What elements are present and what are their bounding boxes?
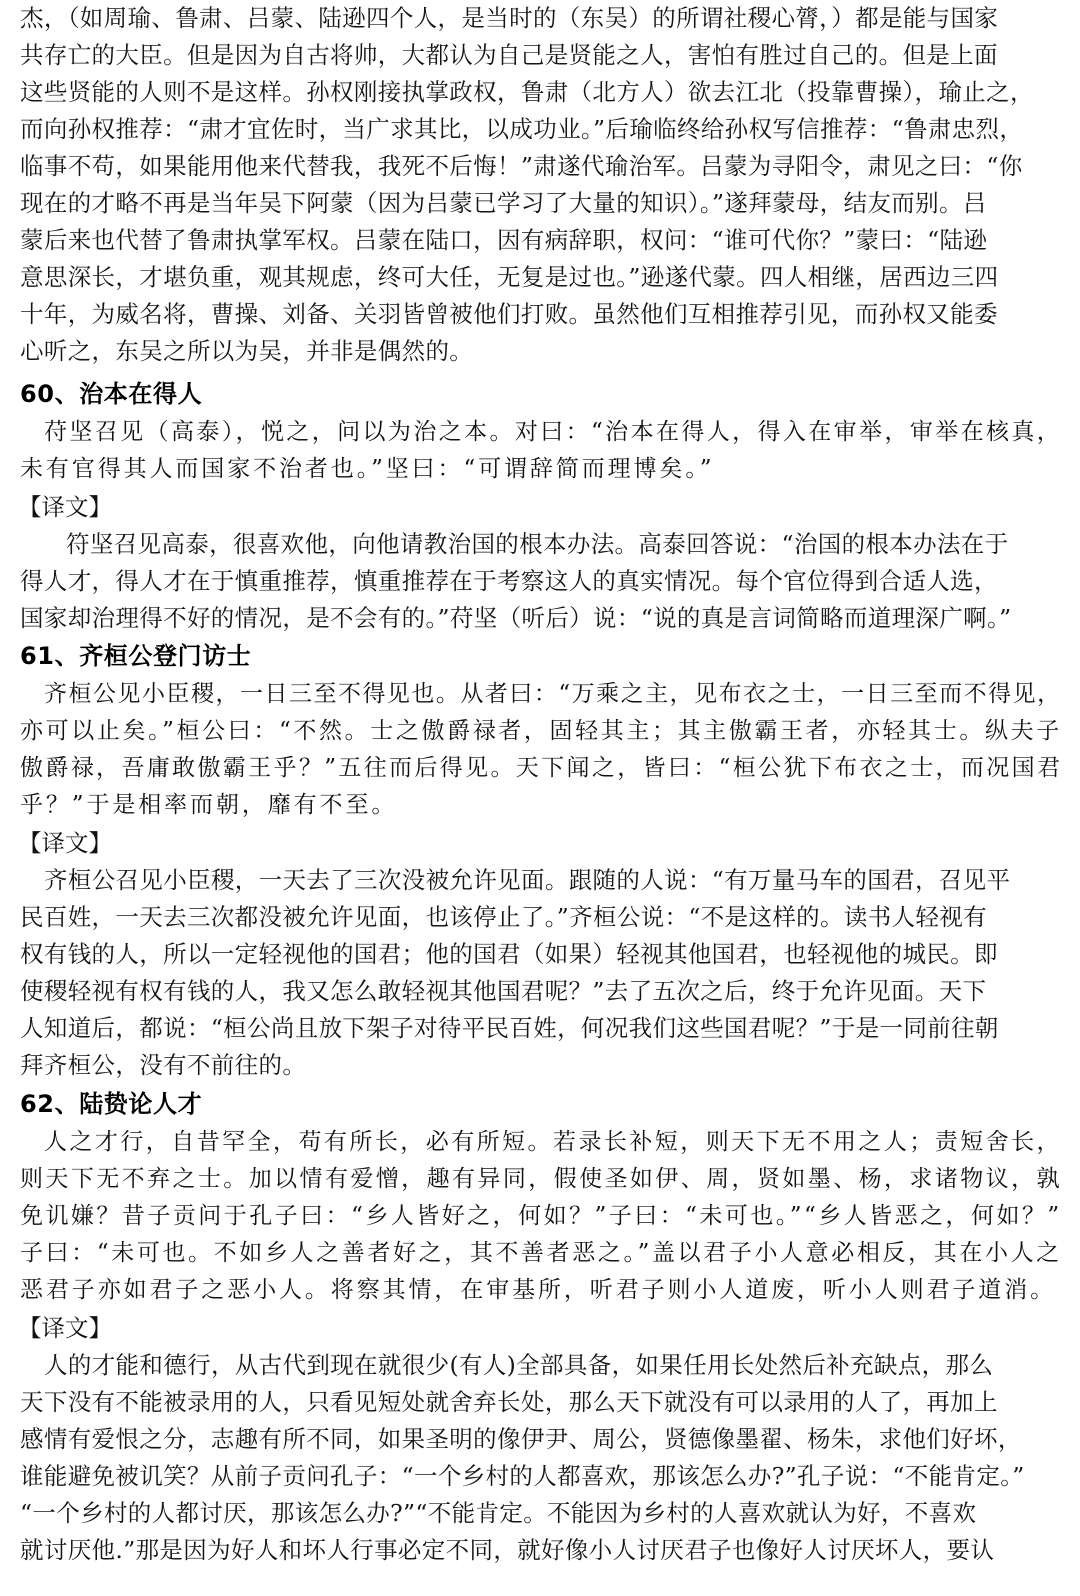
translation-line: 人知道后，都说：“桓公尚且放下架子对待平民百姓，何况我们这些国君呢？”于是一同前往朝 bbox=[20, 1014, 999, 1042]
translation-line: 民百姓，一天去三次都没被允许见面，也该停止了。”齐桓公说：“不是这样的。读书人轻视有 bbox=[20, 903, 987, 931]
section-title: 61、齐桓公登门访士 bbox=[20, 642, 252, 670]
section-title: 60、治本在得人 bbox=[20, 380, 203, 408]
text-line: 蒙后来也代替了鲁肃执掌军权。吕蒙在陆口，因有病辞职，权问：“谁可代你？”蒙曰：“陆逊 bbox=[20, 226, 988, 254]
translation-line: 天下没有不能被录用的人，只看见短处就舍弃长处，那么天下就没有可以录用的人了，再加上 bbox=[20, 1388, 998, 1416]
original-text-line: 亦可以止矣。”桓公曰：“不然。士之傲爵禄者，固轻其主；其主傲霸王者，亦轻其士。纵夫子 bbox=[20, 718, 1062, 744]
text-line: 临事不苟，如果能用他来代替我，我死不后悔！”肃遂代瑜治军。吕蒙为寻阳令，肃见之曰：“你 bbox=[20, 152, 1023, 180]
section-title: 62、陆贽论人才 bbox=[20, 1090, 203, 1118]
translation-line: 人的才能和德行，从古代到现在就很少(有人)全部具备，如果任用长处然后补充缺点，那么 bbox=[44, 1351, 994, 1379]
original-text-line: 傲爵禄，吾庸敢傲霸王乎？”五往而后得见。天下闻之，皆曰：“桓公犹下布衣之士，而况国君 bbox=[20, 755, 1063, 781]
original-text-line: 免讥嫌？昔子贡问于孔子曰：“乡人皆好之，何如？”子曰：“未可也。”“乡人皆恶之，何如？” bbox=[20, 1203, 1062, 1229]
text-line: 共存亡的大臣。但是因为自古将帅，大都认为自己是贤能之人，害怕有胜过自己的。但是上面 bbox=[20, 41, 998, 69]
text-line: 杰，（如周瑜、鲁肃、吕蒙、陆逊四个人，是当时的（东吴）的所谓社稷心膂，）都是能与国家 bbox=[20, 4, 999, 32]
translation-line: 使稷轻视有权有钱的人，我又怎么敢轻视其他国君呢？”去了五次之后，终于允许见面。天下 bbox=[20, 977, 987, 1005]
original-text-line: 乎？”于是相率而朝，靡有不至。 bbox=[20, 792, 398, 818]
original-text-line: 苻坚召见（高泰），悦之，问以为治之本。对曰：“治本在得人，得入在审举，审举在核真， bbox=[44, 419, 1063, 445]
original-text-line: 未有官得其人而国家不治者也。”坚曰：“可谓辞简而理博矣。” bbox=[20, 456, 715, 482]
translation-line: 齐桓公召见小臣稷，一天去了三次没被允许见面。跟随的人说：“有万量马车的国君，召见平 bbox=[44, 866, 1011, 894]
original-text-line: 则天下无不弃之士。加以情有爱憎，趣有异同，假使圣如伊、周，贤如墨、杨，求诸物议，孰 bbox=[20, 1166, 1062, 1192]
translation-label: 【译文】 bbox=[18, 1314, 112, 1342]
original-text-line: 子曰：“未可也。不如乡人之善者好之，其不善者恶之。”盖以君子小人意必相反，其在小人之 bbox=[20, 1240, 1062, 1266]
translation-line: 得人才，得人才在于慎重推荐，慎重推荐在于考察这人的真实情况。每个官位得到合适人选， bbox=[20, 567, 998, 595]
translation-line: 就讨厌他.”那是因为好人和坏人行事必定不同，就好像小人讨厌君子也像好人讨厌坏人，要认 bbox=[20, 1536, 995, 1564]
translation-line: 符坚召见高泰，很喜欢他，向他请教治国的根本办法。高泰回答说：“治国的根本办法在于 bbox=[66, 530, 1009, 558]
translation-line: “一个乡村的人都讨厌，那该怎么办?”“不能肯定。不能因为乡村的人喜欢就认为好，不喜欢 bbox=[20, 1499, 977, 1527]
translation-label: 【译文】 bbox=[18, 829, 112, 857]
translation-label: 【译文】 bbox=[18, 493, 112, 521]
text-line: 而向孙权推荐：“肃才宜佐时，当广求其比，以成功业。”后瑜临终给孙权写信推荐：“鲁肃忠烈， bbox=[20, 115, 1024, 143]
text-line: 现在的才略不再是当年吴下阿蒙（因为吕蒙已学习了大量的知识）。”遂拜蒙母，结友而别。吕 bbox=[20, 189, 987, 217]
translation-line: 谁能避免被讥笑？从前子贡问孔子：“一个乡村的人都喜欢，那该怎么办?”孔子说：“不能肯定。” bbox=[20, 1462, 1025, 1490]
translation-line: 拜齐桓公，没有不前往的。 bbox=[20, 1051, 307, 1079]
translation-line: 权有钱的人，所以一定轻视他的国君；他的国君（如果）轻视其他国君，也轻视他的城民。即 bbox=[20, 940, 998, 968]
translation-line: 感情有爱恨之分，志趣有所不同，如果圣明的像伊尹、周公，贤德像墨翟、杨朱，求他们好坏， bbox=[20, 1425, 1022, 1453]
text-line: 意思深长，才堪负重，观其规虑，终可大任，无复是过也。”逊遂代蒙。四人相继，居西边三四 bbox=[20, 263, 999, 291]
original-text-line: 齐桓公见小臣稷，一日三至不得见也。从者曰：“万乘之主，见布衣之士，一日三至而不得见， bbox=[44, 681, 1062, 707]
text-line: 十年，为威名将，曹操、刘备、关羽皆曾被他们打败。虽然他们互相推荐引见，而孙权又能委 bbox=[20, 300, 998, 328]
text-line: 这些贤能的人则不是这样。孙权刚接执掌政权，鲁肃（北方人）欲去江北（投靠曹操），瑜止之， bbox=[20, 78, 1034, 106]
translation-line: 国家却治理得不好的情况，是不会有的。”苻坚（听后）说：“说的真是言词简略而道理深广啊。” bbox=[20, 604, 1012, 632]
original-text-line: 恶君子亦如君子之恶小人。将察其情，在审基所，听君子则小人道废，听小人则君子道消。 bbox=[20, 1277, 1056, 1303]
original-text-line: 人之才行，自昔罕全，苟有所长，必有所短。若录长补短，则天下无不用之人；责短舍长， bbox=[44, 1129, 1062, 1155]
text-line: 心听之，东吴之所以为吴，并非是偶然的。 bbox=[20, 337, 474, 365]
